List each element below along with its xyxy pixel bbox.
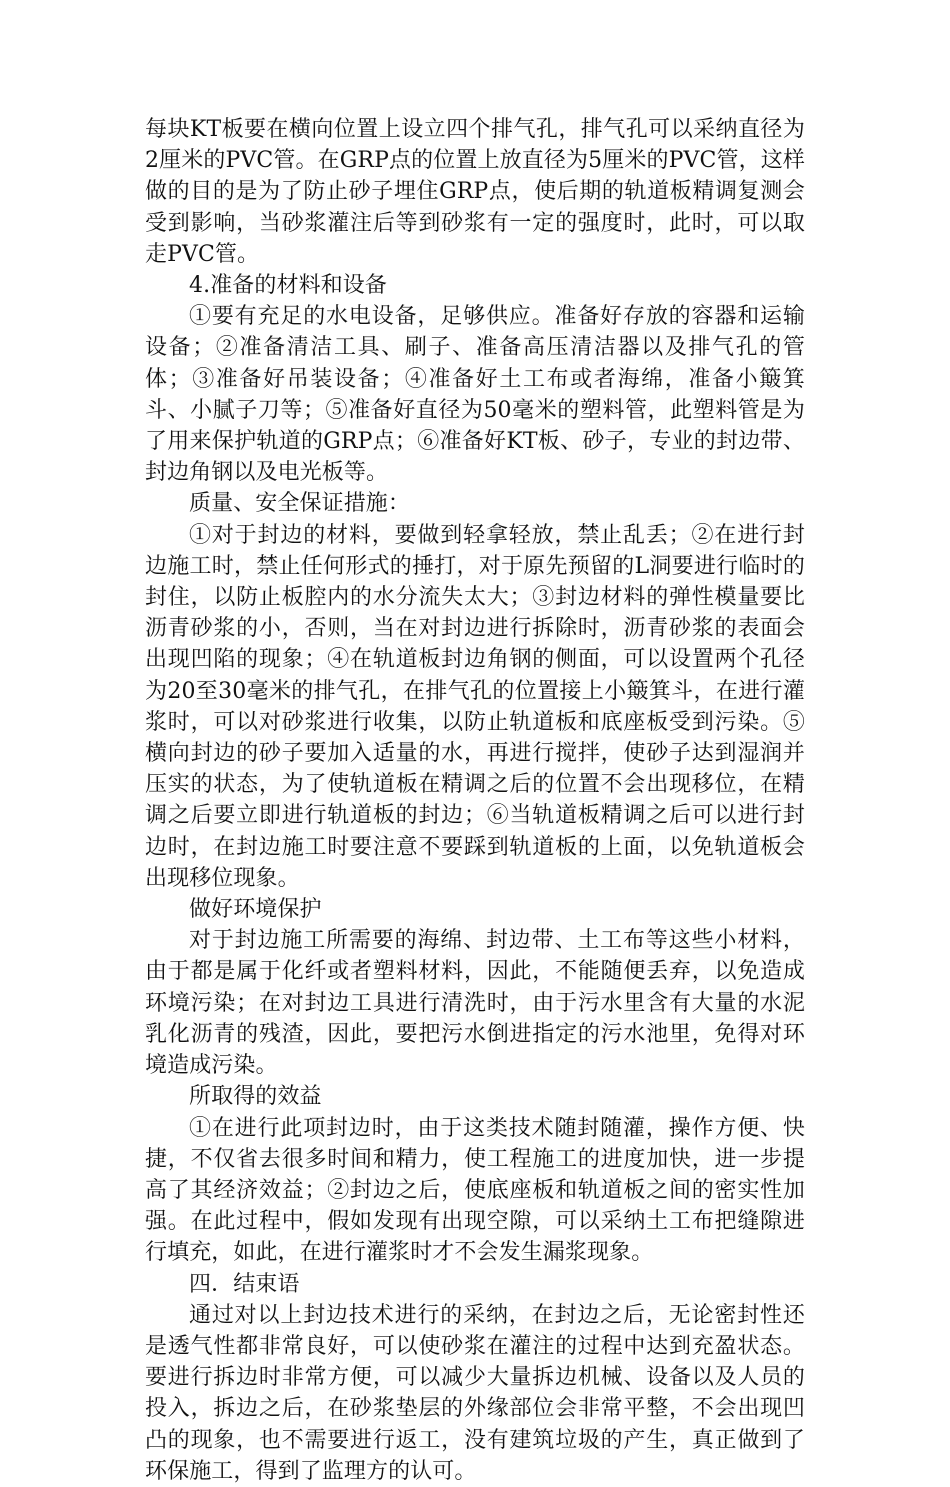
heading-environmental-protection: 做好环境保护 [189, 897, 322, 923]
heading-benefits: 所取得的效益 [189, 1084, 322, 1110]
paragraph-conclusion: 通过对以上封边技术进行的采纳，在封边之后，无论密封性还是透气性都非常良好，可以使砂浆在灌注的过程中达到充盈状态。要进行拆边时非常方便，可以减少大量拆边机械、设备以及人员的投入，拆边之后，在砂浆垫层的外缘部位会非常平整，不会出现凹凸的现象，也不需要进行返工，没有建筑垃圾的产生，真正做到了环保施工，得到了监理方的认可。 [145, 1302, 805, 1484]
heading-materials-and-equipment: 4.准备的材料和设备 [189, 273, 387, 299]
paragraph-benefits: ①在进行此项封边时，由于这类技术随封随灌，操作方便、快捷，不仅省去很多时间和精力，使工程施工的进度加快，进一步提高了其经济效益；②封边之后，使底座板和轨道板之间的密实性加强。在此过程中，假如发现有出现空隙，可以采纳土工布把缝隙进行填充，如此，在进行灌浆时才不会发生漏浆现象。 [145, 1115, 805, 1266]
paragraph-quality-safety-measures: ①对于封边的材料，要做到轻拿轻放，禁止乱丢；②在进行封边施工时，禁止任何形式的捶打，对于原先预留的L洞要进行临时的封住，以防止板腔内的水分流失太大；③封边材料的弹性模量要比沥青砂浆的小，否则，当在对封边进行拆除时，沥青砂浆的表面会出现凹陷的现象；④在轨道板封边角钢的侧面，可以设置两个孔径为20至30毫米的排气孔，在排气孔的位置接上小簸箕斗，在进行灌浆时，可以对砂浆进行收集，以防止轨道板和底座板受到污染。⑤横向封边的砂子要加入适量的水，再进行搅拌，使砂子达到湿润并压实的状态，为了使轨道板在精调之后的位置不会出现移位，在精调之后要立即进行轨道板的封边；⑥当轨道板精调之后可以进行封边时，在封边施工时要注意不要踩到轨道板的上面，以免轨道板会出现移位现象。 [145, 522, 805, 891]
heading-conclusion: 四．结束语 [189, 1271, 300, 1297]
paragraph-environmental-protection: 对于封边施工所需要的海绵、封边带、土工布等这些小材料，由于都是属于化纤或者塑料材料，因此，不能随便丢弃，以免造成环境污染；在对封边工具进行清洗时，由于污水里含有大量的水泥乳化沥青的残渣，因此，要把污水倒进指定的污水池里，免得对环境造成污染。 [145, 928, 805, 1079]
document-body [145, 114, 805, 1487]
heading-quality-safety: 质量、安全保证措施： [189, 491, 411, 517]
paragraph-pvc-vent-holes: 每块KT板要在横向位置上设立四个排气孔，排气孔可以采纳直径为2厘米的PVC管。在GRP点的位置上放直径为5厘米的PVC管，这样做的目的是为了防止砂子埋住GRP点，使后期的轨道板精调复测会受到影响，当砂浆灌注后等到砂浆有一定的强度时，此时，可以取走PVC管。 [145, 117, 805, 267]
paragraph-materials-list: ①要有充足的水电设备，足够供应。准备好存放的容器和运输设备；②准备清洁工具、刷子、准备高压清洁器以及排气孔的管体；③准备好吊装设备；④准备好土工布或者海绵，准备小簸箕斗、小腻子刀等；⑤准备好直径为50毫米的塑料管，此塑料管是为了用来保护轨道的GRP点；⑥准备好KT板、砂子，专业的封边带、封边角钢以及电光板等。 [145, 304, 805, 486]
